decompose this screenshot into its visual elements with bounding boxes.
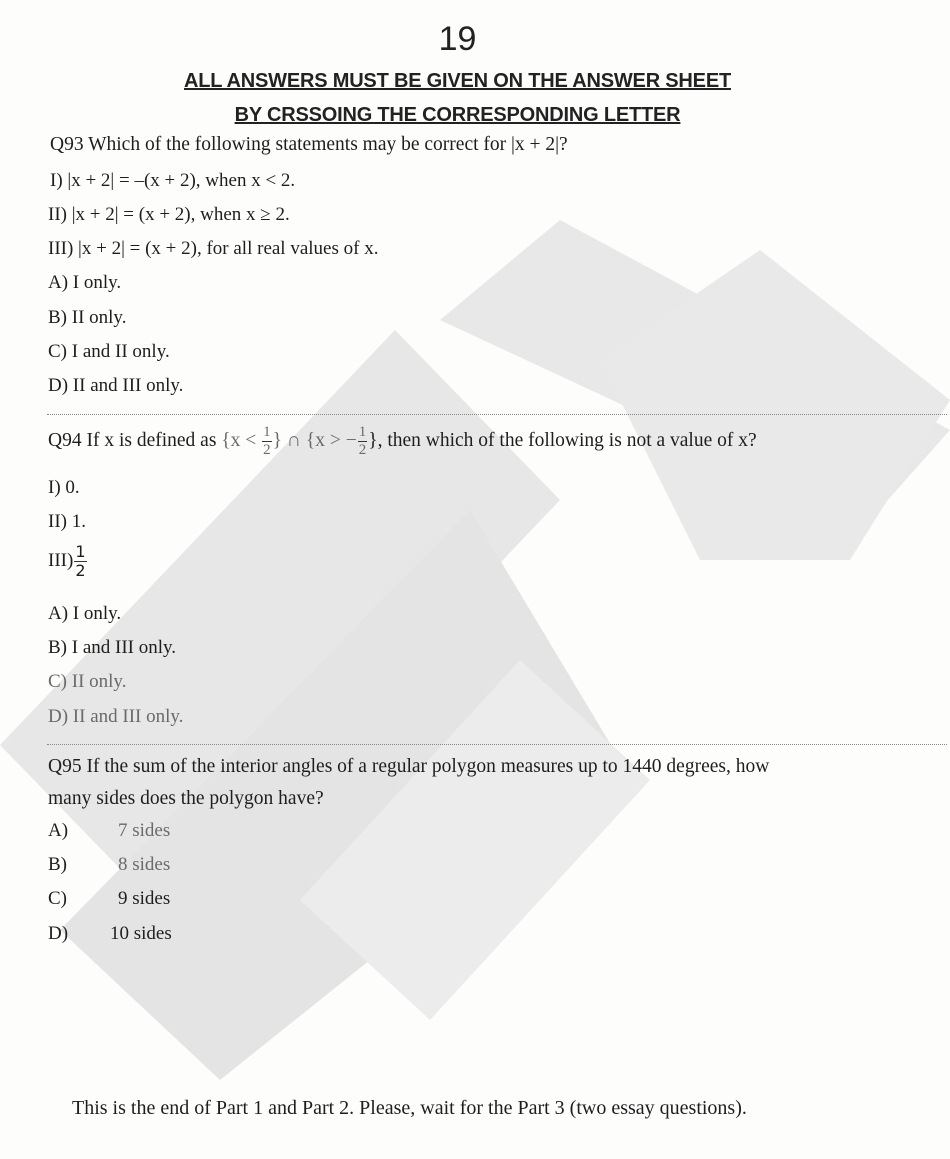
q93-option-d: D) II and III only. xyxy=(48,375,184,396)
q95-option-c-text: 9 sides xyxy=(118,888,171,909)
q95-option-d-text: 10 sides xyxy=(110,923,172,944)
q94-statement-3-label: III) xyxy=(48,549,74,571)
q93-statement-1: I) |x + 2| = –(x + 2), when x < 2. xyxy=(50,170,296,191)
q94-fraction-1 xyxy=(262,425,272,458)
end-of-part-notice: This is the end of Part 1 and Part 2. Please, wait for the Part 3 (two essay questions). xyxy=(72,1097,747,1119)
q95-option-a xyxy=(48,820,170,842)
q93-stem: Q93 Which of the following statements may be correct for |x + 2|? xyxy=(50,134,568,155)
q94-fraction-1-numerator: 1 xyxy=(263,424,271,440)
q95-option-d-letter: D) xyxy=(48,923,69,944)
q94-statement-1: I) 0. xyxy=(48,477,80,498)
q95-stem-line2: many sides does the polygon have? xyxy=(48,788,324,809)
q94-statement-3-denominator: 2 xyxy=(75,561,86,580)
q95-stem-line1: Q95 If the sum of the interior angles of a regular polygon measures up to 1440 degrees, how xyxy=(48,756,770,777)
q94-option-b: B) I and III only. xyxy=(48,637,177,658)
q94-stem xyxy=(48,425,757,458)
q94-option-c: C) II only. xyxy=(48,671,127,692)
q94-statement-3 xyxy=(48,544,88,579)
q94-set1-right: } ∩ {x > − xyxy=(272,429,357,451)
instruction-header-line2: BY CRSSOING THE CORRESPONDING LETTER xyxy=(234,104,681,126)
q95-option-b-letter: B) xyxy=(48,854,67,875)
instruction-header-line1: ALL ANSWERS MUST BE GIVEN ON THE ANSWER SHEET xyxy=(184,70,731,92)
q94-stem-prefix: Q94 If x is defined as xyxy=(48,429,222,451)
q94-stem-suffix: }, then which of the following is not a value of x? xyxy=(368,429,757,451)
q93-option-c: C) I and II only. xyxy=(48,341,170,362)
q94-statement-3-fraction xyxy=(74,544,86,579)
divider xyxy=(47,744,947,745)
divider xyxy=(47,414,947,415)
q93-statement-2: II) |x + 2| = (x + 2), when x ≥ 2. xyxy=(48,204,290,225)
q95-option-b xyxy=(48,854,170,876)
q95-option-b-text: 8 sides xyxy=(118,854,171,875)
q95-option-a-text: 7 sides xyxy=(118,820,171,841)
q93-option-b: B) II only. xyxy=(48,307,127,328)
q93-option-a: A) I only. xyxy=(48,272,122,293)
q95-option-a-letter: A) xyxy=(48,820,69,841)
q94-statement-2: II) 1. xyxy=(48,511,86,532)
q94-set1-left: {x < xyxy=(221,429,262,451)
q94-fraction-2 xyxy=(358,425,368,458)
q95-option-c xyxy=(48,888,170,910)
q94-option-d: D) II and III only. xyxy=(48,706,184,727)
q94-fraction-2-denominator: 2 xyxy=(358,442,367,458)
q94-fraction-1-denominator: 2 xyxy=(263,442,271,458)
q94-statement-3-numerator: 1 xyxy=(75,542,86,561)
q94-option-a: A) I only. xyxy=(48,603,122,624)
q93-statement-3: III) |x + 2| = (x + 2), for all real values of x. xyxy=(48,238,379,259)
q95-option-d xyxy=(48,923,172,945)
q95-option-c-letter: C) xyxy=(48,888,67,909)
q94-fraction-2-numerator: 1 xyxy=(358,424,367,440)
page-number: 19 xyxy=(438,20,477,58)
